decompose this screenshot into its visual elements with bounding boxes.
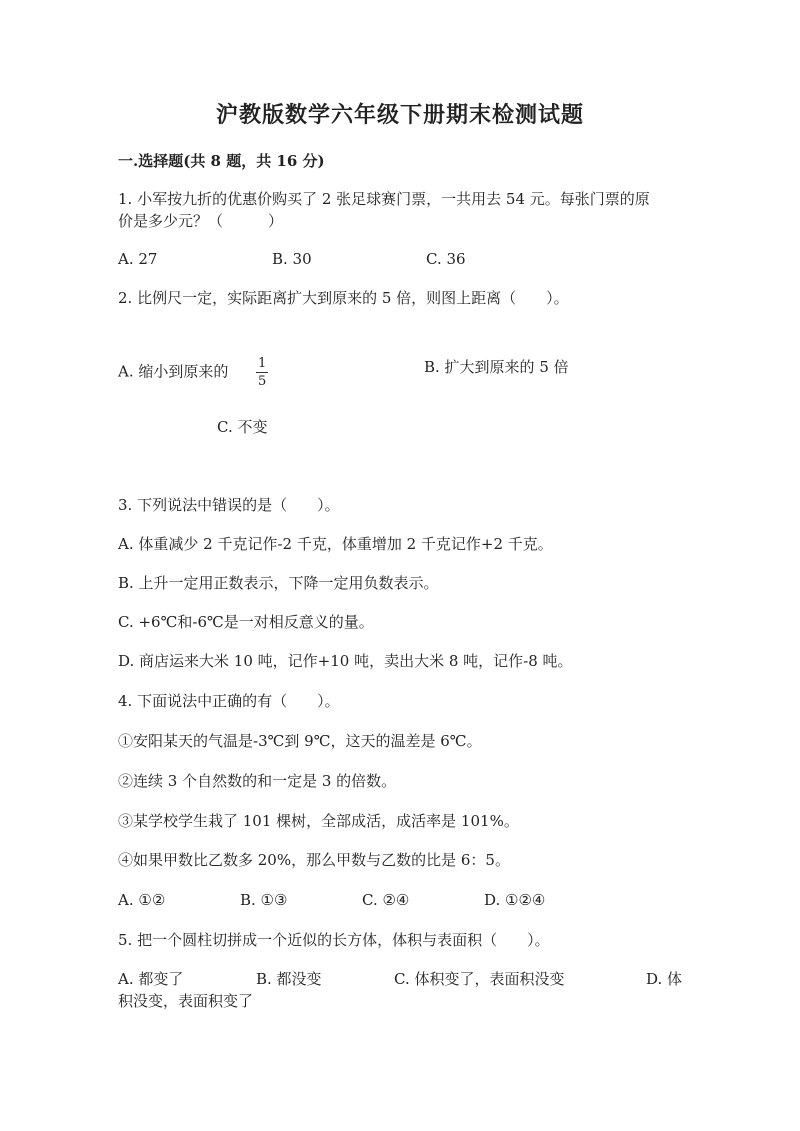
section-heading: 一.选择题(共 8 题，共 16 分) (118, 152, 325, 170)
question-4-option-a: A. ①② (118, 891, 166, 909)
question-4-stem: 4. 下面说法中正确的有（ ）。 (118, 692, 340, 710)
question-3-option-b: B. 上升一定用正数表示，下降一定用负数表示。 (118, 574, 439, 592)
question-4-option-c: C. ②④ (362, 891, 410, 909)
page-title: 沪教版数学六年级下册期末检测试题 (215, 102, 584, 128)
question-3-option-c: C. +6℃和-6℃是一对相反意义的量。 (118, 613, 374, 631)
question-1-option-a: A. 27 (118, 250, 158, 268)
question-5-option-d-continuation: 积没变，表面积变了 (118, 992, 254, 1010)
fraction-numerator: 1 (257, 356, 267, 371)
question-1-option-b: B. 30 (272, 250, 312, 268)
question-2-option-c: C. 不变 (217, 418, 268, 436)
question-5-stem: 5. 把一个圆柱切拼成一个近似的长方体，体积与表面积（ ）。 (118, 931, 550, 949)
question-4-statement-4: ④如果甲数比乙数多 20%，那么甲数与乙数的比是 6：5。 (118, 851, 510, 869)
question-2-option-b: B. 扩大到原来的 5 倍 (424, 358, 569, 376)
question-4-statement-2: ②连续 3 个自然数的和一定是 3 的倍数。 (118, 772, 397, 790)
question-3-stem: 3. 下列说法中错误的是（ ）。 (118, 496, 340, 514)
fraction-bar (256, 372, 268, 373)
question-5-option-d-start: D. 体 (646, 970, 683, 988)
question-3-option-d: D. 商店运来大米 10 吨，记作+10 吨，卖出大米 8 吨，记作-8 吨。 (118, 652, 573, 670)
question-4-option-d: D. ①②④ (484, 891, 546, 909)
question-1-line-1: 1. 小军按九折的优惠价购买了 2 张足球赛门票，一共用去 54 元。每张门票的原 (118, 190, 650, 208)
question-5-option-a: A. 都变了 (118, 970, 184, 988)
question-2-stem: 2. 比例尺一定，实际距离扩大到原来的 5 倍，则图上距离（ ）。 (118, 289, 569, 307)
question-2-option-a (118, 356, 268, 389)
question-5-option-c: C. 体积变了，表面积没变 (394, 970, 565, 988)
question-1-option-c: C. 36 (426, 250, 466, 268)
question-2-option-a-text: A. 缩小到原来的 (118, 362, 229, 381)
question-1-line-2: 价是多少元？（ ） (118, 212, 284, 230)
question-3-option-a: A. 体重减少 2 千克记作-2 千克，体重增加 2 千克记作+2 千克。 (118, 535, 553, 553)
question-4-option-b: B. ①③ (240, 891, 288, 909)
fraction-denominator: 5 (257, 374, 267, 389)
question-4-statement-3: ③某学校学生栽了 101 棵树，全部成活，成活率是 101%。 (118, 812, 519, 830)
question-4-statement-1: ①安阳某天的气温是-3℃到 9℃，这天的温差是 6℃。 (118, 732, 482, 750)
fraction (256, 356, 268, 389)
question-5-option-b: B. 都没变 (256, 970, 322, 988)
